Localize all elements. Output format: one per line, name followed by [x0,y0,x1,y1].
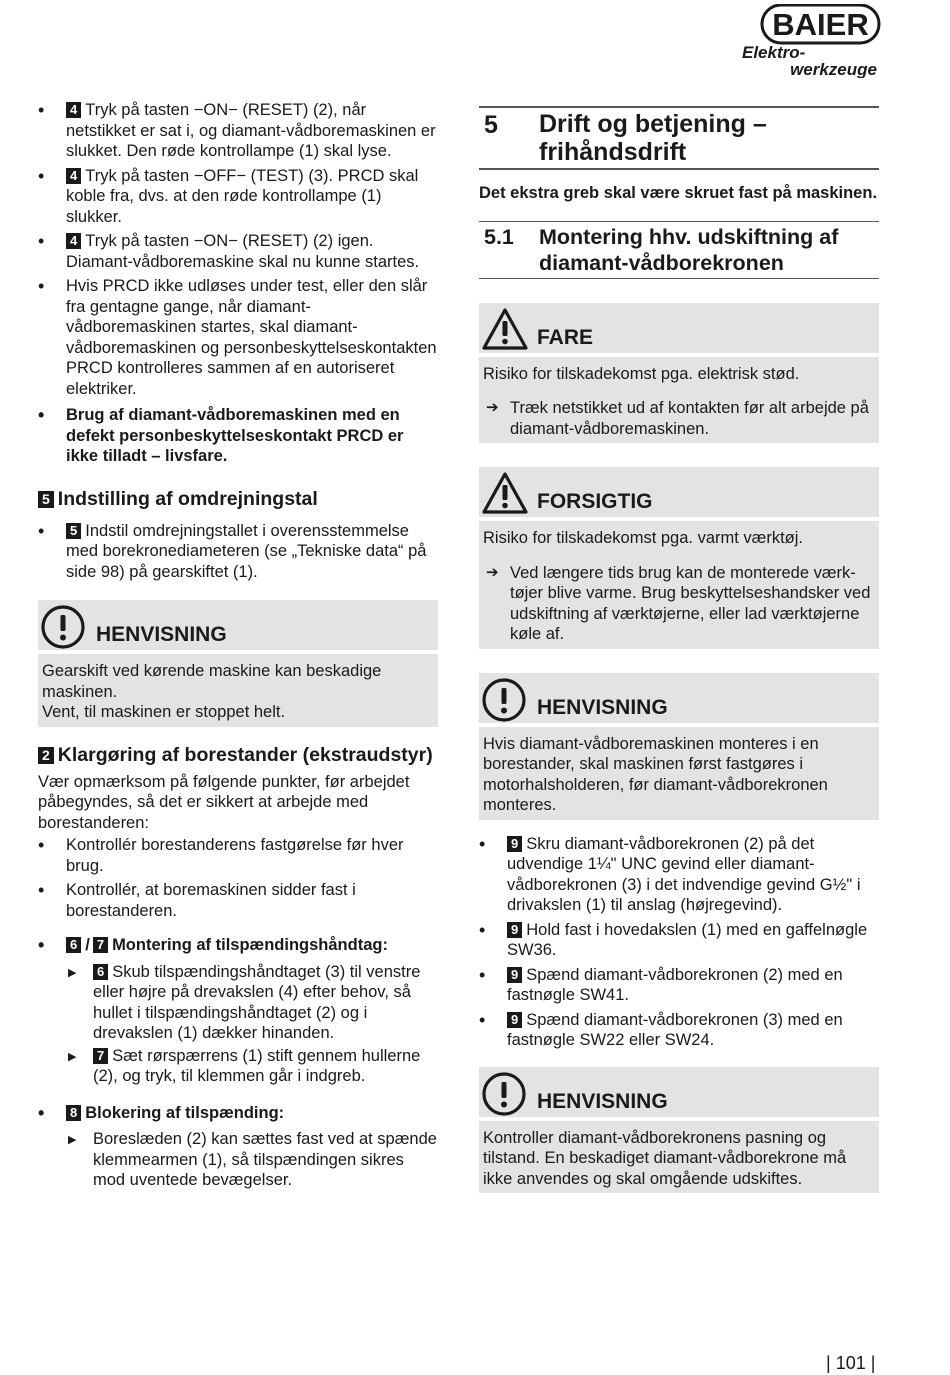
list-item [479,920,879,961]
notice-header [38,600,438,650]
page-number-value: 101 [835,1353,866,1373]
list-item-text: Tryk på tasten −ON− (RESET) (2), når netstikket er sat i, og diamant-vådboremaskinen er slukket. Den røde kontrollampe (1) skal lyse. [66,101,436,160]
notice-title: FORSIGTIG [537,490,653,513]
figure-ref: 6 [66,937,81,953]
action-item [483,398,875,439]
stand-intro: Vær opmærksom på følgende punkter, før arbejdet påbegyndes, så det er sikkert at arbejde med borestanderen: [38,772,410,832]
section-heading [479,221,879,279]
step-text: Skub tilspændingshåndtaget (3) til venstre eller højre på drevakslen (4) efter behov, så hullet i tilspændingshåndtaget (2) og i drevakslen (1) dækker hinanden. [93,962,421,1042]
logo-line1: Elektro- [742,43,806,62]
step-item [38,962,438,1044]
section-number: 5.1 [484,224,514,249]
chapter-intro: Det ekstra greb skal være skruet fast på maskinen. [479,184,878,202]
list-item [38,880,438,921]
list-item [479,1010,879,1051]
list-item [38,100,438,162]
list-item-warning [38,405,438,467]
logo-line2: werkzeuge [790,60,877,78]
notice-box [479,1067,879,1194]
notice-title: HENVISNING [96,623,227,646]
list-item-text: Brug af diamant-vådboremaskinen med en defekt personbeskyttelseskontakt PRCD er ikke tilladt – livsfare. [66,406,404,465]
notice-text: Risiko for tilskadekomst pga. elektrisk stød. [483,364,800,383]
action-text: Ved længere tids brug kan de monterede værktøjer blive varme. Brug beskyttelseshandsker ved udskiftning af værktøjerne, eller lad værktøjerne køle af. [510,563,871,643]
notice-body [479,357,879,444]
heading-text: Blokering af tilspænding: [85,1103,285,1122]
list-item-text: Kontrollér borestanderens fastgørelse før hver brug. [66,836,404,875]
figure-ref: 5 [66,523,81,539]
chapter-title: Drift og betjening – frihåndsdrift [539,110,767,166]
action-item [483,563,875,645]
notice-body [479,521,879,649]
list-item-text: Tryk på tasten −OFF− (TEST) (3). PRCD skal koble fra, dvs. at den røde kontrollampe (1) slukker. [66,166,419,226]
figure-ref: 8 [66,1105,81,1121]
notice-title: HENVISNING [537,695,668,719]
notice-box [38,600,438,727]
exclamation-circle-icon [481,677,527,723]
notice-body [38,654,438,727]
step-text: Boreslæden (2) kan sættes fast ved at spænde klemmearmen (1), så tilspændingen sikres mod uventede bevægelser. [93,1130,437,1189]
list-item-text: Spænd diamant-vådborekronen (2) med en fastnøgle SW41. [507,965,843,1004]
list-item [38,231,438,272]
action-text: Træk netstikket ud af kontakten før alt arbejde på diamant-vådboremaskinen. [510,399,869,438]
right-column [479,106,879,1193]
notice-text: Vent, til maskinen er stoppet helt. [42,703,286,721]
left-column [38,100,438,1193]
figure-ref: 5 [38,491,54,508]
list-item-text: Hold fast i hovedakslen (1) med en gaffelnøgle SW36. [507,920,868,959]
figure-ref: 4 [66,168,81,184]
figure-ref: 9 [507,967,522,983]
section-title: Montering hhv. udskiftning af diamant-vådborekronen [539,224,839,275]
lock-heading [38,1103,438,1124]
section-title: Klargøring af borestander (ekstraudstyr) [57,743,433,766]
figure-ref: 6 [93,964,108,980]
figure-ref: 7 [93,937,108,953]
list-item-text: Kontrollér, at boremaskinen sidder fast i borestanderen. [66,881,356,920]
figure-ref: 4 [66,233,81,249]
section-heading-rpm [38,487,438,511]
notice-title: FARE [537,325,594,349]
step-item [38,1129,438,1191]
list-item [38,166,438,228]
chapter-heading [479,106,879,170]
figure-ref: 2 [38,747,54,764]
list-item [479,834,879,916]
notice-body [479,1121,879,1194]
figure-ref: 9 [507,922,522,938]
list-item [38,835,438,876]
notice-text: Hvis diamant-vådboremaskinen monteres i en borestander, skal maskinen først fastgøres i motorhalsholderen, før diamant-vådborekronen monteres. [483,734,828,814]
page-number: | 101 | [826,1353,876,1373]
handle-heading [38,935,438,956]
baier-logo [740,4,885,78]
notice-header [479,303,879,353]
exclamation-circle-icon [481,1071,527,1117]
figure-ref: 9 [507,1012,522,1028]
list-item [38,521,438,583]
notice-body [479,727,879,820]
notice-text: Risiko for tilskadekomst pga. varmt værktøj. [483,529,803,547]
list-item-text: Tryk på tasten −ON− (RESET) (2) igen. Diamant-vådboremaskine skal nu kunne startes. [66,232,420,271]
list-item-text: Hvis PRCD ikke udløses under test, eller den slår fra gentagne gange, når diamant-vådboremaskinen startes, skal diamant-vådboremaskinen og personbeskyttelseskontakten PRCD kontrolleres sammen af en autoriseret elektriker. [66,277,437,398]
notice-header [479,673,879,723]
list-item-text: Spænd diamant-vådborekronen (3) med en fastnøgle SW22 eller SW24. [507,1010,843,1049]
section-title: Indstilling af omdrejningstal [57,487,318,510]
warning-triangle-icon [481,471,529,515]
caution-box [479,467,879,649]
list-item-text: Indstil omdrejningstallet i overensstemmelse med borekronediameteren (se „Tekniske data“ på side 98) på gearskiftet (1). [66,521,427,581]
notice-text: Gearskift ved kørende maskine kan beskadige maskinen. [42,662,382,701]
exclamation-circle-icon [40,604,86,650]
step-item [38,1046,438,1087]
chapter-number: 5 [484,111,498,139]
notice-text: Kontroller diamant-vådborekronens pasning og tilstand. En beskadiget diamant-vådborekrone må ikke anvendes og skal omgående udskiftes. [483,1128,847,1188]
figure-ref: 7 [93,1048,108,1064]
danger-box [479,303,879,444]
section-heading-stand [38,743,438,767]
notice-title: HENVISNING [537,1089,668,1113]
logo-brand: BAIER [772,7,869,42]
notice-header [479,1067,879,1117]
figure-ref: 4 [66,102,81,118]
heading-text: Montering af tilspændingshåndtag: [112,936,388,954]
figure-ref: 9 [507,836,522,852]
notice-box [479,673,879,820]
step-text: Sæt rørspærrens (1) stift gennem hullerne (2), og tryk, til klemmen går i indgreb. [93,1046,421,1085]
notice-header [479,467,879,517]
list-item [479,965,879,1006]
list-item-text: Skru diamant-vådborekronen (2) på det udvendige 1¼" UNC gevind eller diamant-vådborekronen (3) i det indvendige gevind G½" i drivakslen (1) til anslag (højregevind). [507,834,861,914]
separator: / [85,936,90,954]
warning-triangle-icon [481,307,529,351]
list-item [38,276,438,399]
